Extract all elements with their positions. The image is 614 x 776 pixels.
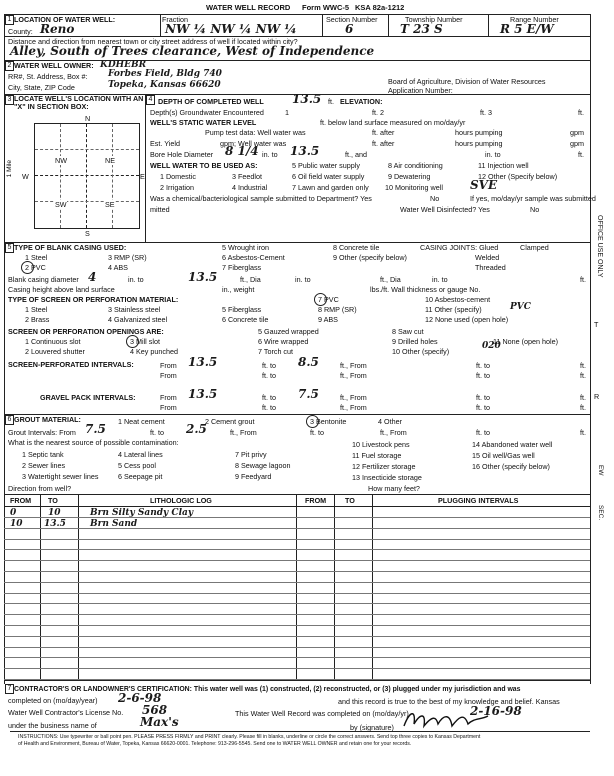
gpi-to-2: ft. to: [476, 393, 490, 402]
casing-steel[interactable]: 1 Steel: [25, 253, 48, 262]
how-many-feet-label: How many feet?: [368, 484, 420, 493]
gpi-to-label: ft. to: [262, 393, 276, 402]
section-number-value[interactable]: 6: [345, 22, 354, 36]
log-row-2-desc[interactable]: Brn Sand: [90, 519, 138, 529]
source-septic[interactable]: 1 Septic tank: [22, 450, 64, 459]
source-oil-gas[interactable]: 15 Oil well/Gas well: [472, 451, 535, 460]
section-6-number: 6: [5, 415, 14, 425]
form-title: WATER WELL RECORD: [206, 3, 291, 12]
source-fuel[interactable]: 11 Fuel storage: [352, 451, 402, 460]
section-4-number: 4: [146, 95, 155, 105]
source-pit[interactable]: 7 Pit privy: [235, 450, 267, 459]
screen-rmp[interactable]: 8 RMP (SR): [318, 305, 357, 314]
chem-mitted: mitted: [150, 205, 170, 214]
source-livestock[interactable]: 10 Livestock pens: [352, 440, 410, 449]
grout-cement[interactable]: 2 Cement grout: [205, 417, 255, 426]
address-label: RR#, St. Address, Box #:: [8, 72, 88, 81]
ksa-number: KSA 82a-1212: [355, 3, 405, 12]
gpi-from: From: [160, 393, 177, 402]
spi-label: SCREEN-PERFORATED INTERVALS:: [8, 360, 134, 369]
log-row-2-from[interactable]: 10: [10, 519, 23, 529]
lbs-label: lbs./ft. Wall thickness or gauge No.: [370, 285, 481, 294]
log-row-1-desc[interactable]: Brn Silty Sandy Clay: [90, 508, 194, 518]
diameter-in-to: in. to: [128, 275, 144, 284]
address-value[interactable]: Forbes Field, Bldg 740: [108, 69, 222, 79]
section-1-number: 1: [5, 15, 14, 25]
est-hours: hours pumping: [455, 139, 503, 148]
screen-steel[interactable]: 1 Steel: [25, 305, 48, 314]
owner-label: WATER WELL OWNER:: [14, 61, 94, 70]
use-oil-field[interactable]: 6 Oil field water supply: [292, 172, 365, 181]
screen-stainless[interactable]: 3 Stainless steel: [108, 305, 161, 314]
source-other[interactable]: 16 Other (specify below): [472, 462, 550, 471]
casing-label: TYPE OF BLANK CASING USED:: [14, 243, 127, 252]
perf-key-punched[interactable]: 4 Key punched: [130, 347, 178, 356]
perf-other-value[interactable]: 020: [482, 341, 501, 351]
certification-label: CONTRACTOR'S OR LANDOWNER'S CERTIFICATION: This water well was (1) constructed, (2) reconstructed, or (3) plugged under my jurisdiction and was: [14, 686, 521, 693]
compass-sw-label: SW: [55, 200, 67, 209]
est-gpm: gpm: [570, 139, 584, 148]
city-label: City, State, ZIP Code: [8, 83, 75, 92]
gpi-ft-end: ft.: [580, 393, 586, 402]
chem-date: If yes, mo/day/yr sample was submitted: [470, 194, 596, 203]
bore-in-to: in. to: [262, 150, 278, 159]
gpi-from-row2: From: [160, 403, 177, 412]
use-irrigation[interactable]: 2 Irrigation: [160, 183, 194, 192]
casing-asbestos[interactable]: 6 Asbestos-Cement: [222, 253, 285, 262]
groundwater-1: 1: [285, 108, 289, 117]
diameter-to-value[interactable]: 13.5: [188, 270, 218, 284]
bore-and: ft., and: [345, 150, 367, 159]
grout-neat[interactable]: 1 Neat cement: [118, 417, 165, 426]
county-label: County:: [8, 27, 33, 36]
spi-from-value[interactable]: 13.5: [188, 355, 218, 369]
depth-label: DEPTH OF COMPLETED WELL: [158, 97, 264, 106]
source-fertilizer[interactable]: 12 Fertilizer storage: [352, 462, 416, 471]
gpi-to-value[interactable]: 7.5: [298, 387, 319, 401]
plug-from-header: FROM: [305, 496, 327, 505]
depth-ft: ft.: [328, 97, 334, 106]
location-label: LOCATION OF WATER WELL:: [14, 15, 116, 24]
compass-nw-label: NW: [55, 156, 67, 165]
section-7-number: 7: [5, 684, 14, 694]
compass-s-label: S: [85, 229, 90, 238]
screen-other[interactable]: 11 Other (specify): [425, 305, 482, 314]
source-insecticide[interactable]: 13 Insecticide storage: [352, 473, 422, 482]
casing-wrought[interactable]: 5 Wrought iron: [222, 243, 270, 252]
joints-glued[interactable]: CASING JOINTS: Glued: [420, 243, 499, 252]
side-t-label: T: [594, 320, 599, 329]
city-value[interactable]: Topeka, Kansas 66620: [108, 80, 221, 90]
section-3-number: 3: [5, 95, 14, 105]
grout-ft-from-2: ft., From: [380, 428, 407, 437]
instructions-line-1: INSTRUCTIONS: Use typewriter or ball point pen. PLEASE PRESS FIRMLY and PRINT clearly. Please fill in blanks, underline or circle the correct answers. Send top three copies to Kansas Department: [18, 734, 481, 740]
log-row-1-to[interactable]: 10: [48, 508, 61, 518]
perf-none[interactable]: 11 None (open hole): [493, 337, 558, 346]
groundwater-3: ft. 3: [480, 108, 492, 117]
side-sec-label: SEC.: [597, 505, 604, 521]
bore-value[interactable]: 8 1/4: [225, 144, 259, 158]
grout-to-3: ft. to: [476, 428, 490, 437]
bore-ft: ft.: [578, 150, 584, 159]
est-after: ft. after: [372, 139, 395, 148]
gpi-to-2-row2: ft. to: [476, 403, 490, 412]
compass-e-label: E: [140, 172, 145, 181]
contamination-label: What is the nearest source of possible contamination:: [8, 438, 179, 447]
spi-from-row2: From: [160, 371, 177, 380]
record-completed-value[interactable]: 2-16-98: [470, 704, 522, 718]
office-use-label: OFFICE USE ONLY: [596, 215, 603, 278]
casing-abs[interactable]: 4 ABS: [108, 263, 128, 272]
casing-pvc[interactable]: 2 PVC: [25, 263, 46, 272]
license-label: Water Well Contractor's License No.: [8, 708, 124, 717]
compass-ne-label: NE: [105, 156, 115, 165]
distance-value[interactable]: Alley, South of Trees clearance, West of Independence: [10, 44, 375, 58]
screen-pvc[interactable]: 7 PVC: [318, 295, 339, 304]
use-public[interactable]: 5 Public water supply: [292, 161, 360, 170]
grout-to-value[interactable]: 2.5: [186, 422, 207, 436]
perf-wire[interactable]: 6 Wire wrapped: [258, 337, 309, 346]
bore-to-value[interactable]: 13.5: [290, 144, 320, 158]
casing-rmp[interactable]: 3 RMP (SR): [108, 253, 147, 262]
section-5-number: 5: [5, 243, 14, 253]
pump-after: ft. after: [372, 128, 395, 137]
source-sewer[interactable]: 2 Sewer lines: [22, 461, 66, 470]
pump-label: Pump test data: Well water was: [205, 128, 306, 137]
form-number: Form WWC-5: [302, 3, 350, 12]
diameter-dia: ft., Dia: [240, 275, 261, 284]
diameter-value[interactable]: 4: [88, 270, 97, 284]
weight-label: in., weight: [222, 285, 255, 294]
use-domestic[interactable]: 1 Domestic: [160, 172, 196, 181]
diameter-in-to-3: in. to: [432, 275, 448, 284]
license-value[interactable]: 568: [142, 703, 168, 717]
source-lateral[interactable]: 4 Lateral lines: [118, 450, 163, 459]
perf-louvered[interactable]: 2 Louvered shutter: [25, 347, 85, 356]
chem-no: No: [430, 194, 440, 203]
groundwater-label: Depth(s) Groundwater Encountered: [150, 108, 264, 117]
grout-from-value[interactable]: 7.5: [85, 422, 106, 436]
source-cess[interactable]: 5 Cess pool: [118, 461, 156, 470]
use-dewatering[interactable]: 9 Dewatering: [388, 172, 431, 181]
static-label: WELL'S STATIC WATER LEVEL: [150, 118, 257, 127]
spi-ft-end-row2: ft.: [580, 371, 586, 380]
completed-label: completed on (mo/day/year): [8, 696, 98, 705]
casing-concrete[interactable]: 8 Concrete tile: [333, 243, 380, 252]
township-number-label: Township Number: [405, 15, 463, 24]
grout-label: GROUT MATERIAL:: [14, 415, 81, 424]
spi-to-value[interactable]: 8.5: [298, 355, 319, 369]
spi-to-2: ft. to: [476, 361, 490, 370]
business-value[interactable]: Max's: [140, 715, 179, 729]
pump-gpm: gpm: [570, 128, 584, 137]
mile-label: 1 Mile: [6, 160, 13, 178]
gpi-ft-end-row2: ft.: [580, 403, 586, 412]
locate-label: LOCATE WELL'S LOCATION WITH AN "X" IN SECTION BOX:: [14, 94, 144, 111]
static-rest: ft. below land surface measured on mo/day/yr: [320, 118, 466, 127]
source-feedyard[interactable]: 9 Feedyard: [235, 472, 272, 481]
gpi-ft: ft., From: [340, 393, 367, 402]
source-abandoned[interactable]: 14 Abandoned water well: [472, 440, 553, 449]
spi-to-row2: ft. to: [262, 371, 276, 380]
board-label: Board of Agriculture, Division of Water Resources: [388, 77, 546, 86]
gpi-ft-row2: ft., From: [340, 403, 367, 412]
screen-concrete[interactable]: 6 Concrete tile: [222, 315, 269, 324]
use-other[interactable]: 12 Other (Specify below): [478, 172, 558, 181]
pump-hours: hours pumping: [455, 128, 503, 137]
disinfected-no: No: [530, 205, 540, 214]
log-litho-header: LITHOLOGIC LOG: [150, 496, 212, 505]
compass-n-label: N: [85, 114, 91, 123]
screen-fiberglass[interactable]: 5 Fiberglass: [222, 305, 262, 314]
log-row-2-to[interactable]: 13.5: [44, 519, 66, 529]
owner-value[interactable]: KDHEBR: [100, 60, 147, 70]
casing-other[interactable]: 9 Other (specify below): [333, 253, 407, 262]
use-lawn[interactable]: 7 Lawn and garden only: [292, 183, 369, 192]
grout-ft-from: ft., From: [230, 428, 257, 437]
joints-welded[interactable]: Welded: [475, 253, 500, 262]
screen-abs[interactable]: 9 ABS: [318, 315, 338, 324]
log-to-header: TO: [48, 496, 58, 505]
signature-image: [402, 708, 492, 730]
plug-to-header: TO: [345, 496, 355, 505]
spi-ft-row2: ft., From: [340, 371, 367, 380]
instructions-line-2: of Health and Environment, Bureau of Water, Topeka, Kansas 66620-0001. Telephone: 913-296-5545. Send one to WATER WELL OWNER and retain one for your records.: [18, 741, 412, 747]
side-r-label: R: [594, 392, 600, 401]
county-value[interactable]: Reno: [40, 22, 75, 36]
fraction-value[interactable]: NW ¼ NW ¼ NW ¼: [165, 22, 297, 36]
section-2-number: 2: [5, 61, 14, 71]
section-box[interactable]: [34, 123, 140, 229]
use-injection[interactable]: 11 Injection well: [478, 161, 529, 170]
log-row-1-from[interactable]: 0: [10, 508, 17, 518]
true-record-label: and this record is true to the best of my knowledge and belief. Kansas: [338, 697, 560, 706]
plug-intervals-header: PLUGGING INTERVALS: [438, 496, 519, 505]
casing-fiberglass[interactable]: 7 Fiberglass: [222, 263, 262, 272]
grout-ft-end: ft.: [580, 428, 586, 437]
signature-label: by (signature): [350, 723, 394, 732]
gpi-to-row2: ft. to: [262, 403, 276, 412]
use-label: WELL WATER TO BE USED AS:: [150, 161, 258, 170]
use-industrial[interactable]: 4 Industrial: [232, 183, 268, 192]
spi-ft: ft., From: [340, 361, 367, 370]
diameter-in-to-2: in. to: [295, 275, 311, 284]
source-watertight[interactable]: 3 Watertight sewer lines: [22, 472, 99, 481]
grout-to-label: ft. to: [150, 428, 164, 437]
use-other-value[interactable]: SVE: [470, 178, 498, 192]
source-lagoon[interactable]: 8 Sewage lagoon: [235, 461, 291, 470]
depth-value[interactable]: 13.5: [292, 92, 322, 106]
side-ew-label: EW: [597, 465, 604, 476]
range-number-value[interactable]: R 5 E/W: [500, 22, 554, 36]
gpi-from-value[interactable]: 13.5: [188, 387, 218, 401]
use-feedlot[interactable]: 3 Feedlot: [232, 172, 262, 181]
diameter-ft: ft.: [580, 275, 586, 284]
screen-other-value[interactable]: PVC: [510, 302, 531, 312]
diameter-dia-2: ft., Dia: [380, 275, 401, 284]
perf-mill-slot[interactable]: 3 Mill slot: [130, 337, 160, 346]
direction-label: Direction from well?: [8, 484, 72, 493]
screen-galvanized[interactable]: 4 Galvanized steel: [108, 315, 168, 324]
use-monitoring[interactable]: 10 Monitoring well: [385, 183, 443, 192]
height-label: Casing height above land surface: [8, 285, 115, 294]
use-air[interactable]: 8 Air conditioning: [388, 161, 443, 170]
record-completed-label: This Water Well Record was completed on (mo/day/yr): [235, 709, 409, 718]
grout-bentonite[interactable]: 3 Bentonite: [310, 417, 347, 426]
bore-in-to-2: in. to: [485, 150, 501, 159]
distance-label: Distance and direction from nearest town or city street address of well if located within city?: [8, 37, 298, 46]
spi-ft-end: ft.: [580, 361, 586, 370]
spi-to-2-row2: ft. to: [476, 371, 490, 380]
screen-brass[interactable]: 2 Brass: [25, 315, 50, 324]
log-from-header: FROM: [10, 496, 32, 505]
joints-clamped[interactable]: Clamped: [520, 243, 549, 252]
groundwater-ft: ft.: [578, 108, 584, 117]
application-label: Application Number:: [388, 86, 453, 95]
screen-none[interactable]: 12 None used (open hole): [425, 315, 509, 324]
elevation-label: ELEVATION:: [340, 97, 383, 106]
disinfected-label: Water Well Disinfected? Yes: [400, 205, 490, 214]
spi-to-label: ft. to: [262, 361, 276, 370]
diameter-label: Blank casing diameter: [8, 275, 79, 284]
grout-to-2: ft. to: [310, 428, 324, 437]
est-yield-label: Est. Yield: [150, 139, 180, 148]
groundwater-2: ft. 2: [372, 108, 384, 117]
perf-continuous[interactable]: 1 Continuous slot: [25, 337, 81, 346]
completed-value[interactable]: 2-6-98: [118, 691, 162, 705]
grout-interval-label: Grout Intervals: From: [8, 428, 76, 437]
compass-se-label: SE: [105, 200, 115, 209]
fraction-label: Fraction: [162, 15, 188, 24]
business-label: under the business name of: [8, 721, 97, 730]
perf-label: SCREEN OR PERFORATION OPENINGS ARE:: [8, 327, 164, 336]
screen-label: TYPE OF SCREEN OR PERFORATION MATERIAL:: [8, 295, 179, 304]
joints-threaded[interactable]: Threaded: [475, 263, 506, 272]
perf-saw[interactable]: 8 Saw cut: [392, 327, 424, 336]
perf-other[interactable]: 10 Other (specify): [392, 347, 450, 356]
gpi-label: GRAVEL PACK INTERVALS:: [40, 393, 136, 402]
chem-label: Was a chemical/bacteriological sample submitted to Department? Yes: [150, 194, 372, 203]
source-seepage[interactable]: 6 Seepage pit: [118, 472, 163, 481]
grout-other[interactable]: 4 Other: [378, 417, 402, 426]
spi-from: From: [160, 361, 177, 370]
bore-label: Bore Hole Diameter: [150, 150, 214, 159]
compass-w-label: W: [22, 172, 29, 181]
screen-asbestos[interactable]: 10 Asbestos-cement: [425, 295, 491, 304]
section-number-label: Section Number: [326, 15, 378, 24]
est-yield-gpm: gpm; Well water was: [220, 139, 287, 148]
perf-torch[interactable]: 7 Torch cut: [258, 347, 294, 356]
township-number-value[interactable]: T 23 S: [400, 22, 443, 36]
perf-gauzed[interactable]: 5 Gauzed wrapped: [258, 327, 319, 336]
perf-drilled[interactable]: 9 Drilled holes: [392, 337, 438, 346]
range-number-label: Range Number: [510, 15, 559, 24]
